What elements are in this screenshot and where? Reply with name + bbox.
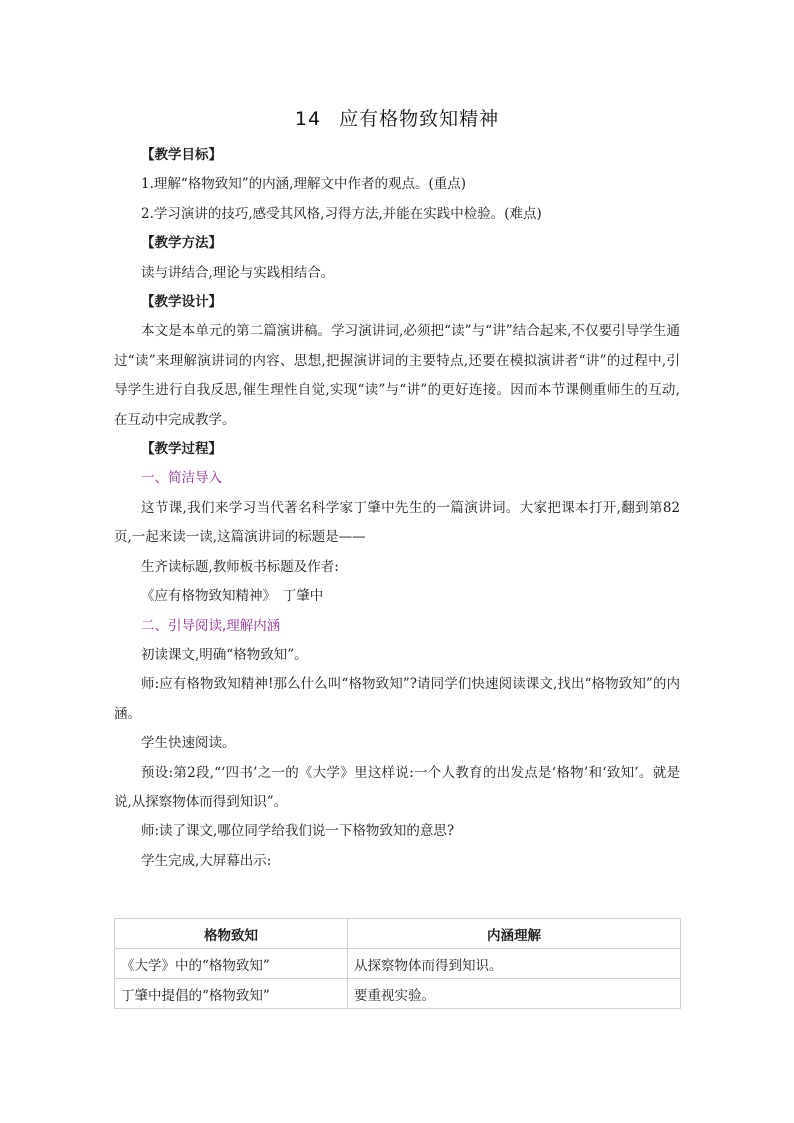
paragraph: 2.学习演讲的技巧,感受其风格,习得方法,并能在实践中检验。(难点) xyxy=(141,205,542,222)
section-heading: 【教学方法】 xyxy=(141,235,222,252)
subsection-title: 二、引导阅读,理解内涵 xyxy=(141,617,281,634)
table-row xyxy=(115,979,681,1009)
paragraph: 生齐读标题,教师板书标题及作者: xyxy=(141,558,339,575)
table-cell: 要重视实验。 xyxy=(348,979,681,1009)
table-header-row xyxy=(115,919,681,949)
table-cell: 从探察物体而得到知识。 xyxy=(348,949,681,979)
paragraph: 学生快速阅读。 xyxy=(141,735,236,752)
paragraph: 本文是本单元的第二篇演讲稿。学习演讲词,必须把“读”与“讲”结合起来,不仅要引导学生通过“读”来理解演讲词的内容、思想,把握演讲词的主要特点,还要在模拟演讲者“讲”的过程中,引导学生进行自我反思,催生理性自觉,实现“读”与“讲”的更好连接。因而本节课侧重师生的互动,在互动中完成教学。 xyxy=(114,323,680,428)
table-header-cell: 内涵理解 xyxy=(348,919,681,949)
document-body xyxy=(114,141,680,876)
paragraph: 学生完成,大屏幕出示: xyxy=(141,852,272,869)
paragraph: 师:应有格物致知精神!那么什么叫“格物致知”?请同学们快速阅读课文,找出“格物致知”的内涵。 xyxy=(114,676,680,722)
page-title xyxy=(0,104,794,131)
paragraph: 1.理解“格物致知”的内涵,理解文中作者的观点。(重点) xyxy=(141,176,467,193)
paragraph: 初读课文,明确“格物致知”。 xyxy=(141,646,308,663)
subsection-title: 一、简洁导入 xyxy=(141,470,222,487)
paragraph: 读与讲结合,理论与实践相结合。 xyxy=(141,264,335,281)
paragraph: 这节课,我们来学习当代著名科学家丁肇中先生的一篇演讲词。大家把课本打开,翻到第82页,一起来读一读,这篇演讲词的标题是—— xyxy=(114,499,680,546)
paragraph: 师:读了课文,哪位同学给我们说一下格物致知的意思? xyxy=(141,823,455,840)
table-cell: 丁肇中提倡的“格物致知” xyxy=(115,979,348,1009)
lesson-number: 14 xyxy=(294,108,322,130)
section-heading: 【教学目标】 xyxy=(141,147,222,163)
table-header-cell: 格物致知 xyxy=(115,919,348,949)
meaning-table xyxy=(114,918,681,1009)
section-heading: 【教学过程】 xyxy=(141,441,222,458)
paragraph: 预设:第2段,“‘四书’之一的《大学》里这样说:一个人教育的出发点是‘格物’和‘致知’。就是说,从探察物体而得到知识”。 xyxy=(114,764,680,810)
section-heading: 【教学设计】 xyxy=(141,294,222,311)
table-cell: 《大学》中的“格物致知” xyxy=(115,949,348,979)
paragraph: 《应有格物致知精神》 丁肇中 xyxy=(141,588,324,605)
lesson-title: 应有格物致知精神 xyxy=(339,108,500,130)
table-row xyxy=(115,949,681,979)
